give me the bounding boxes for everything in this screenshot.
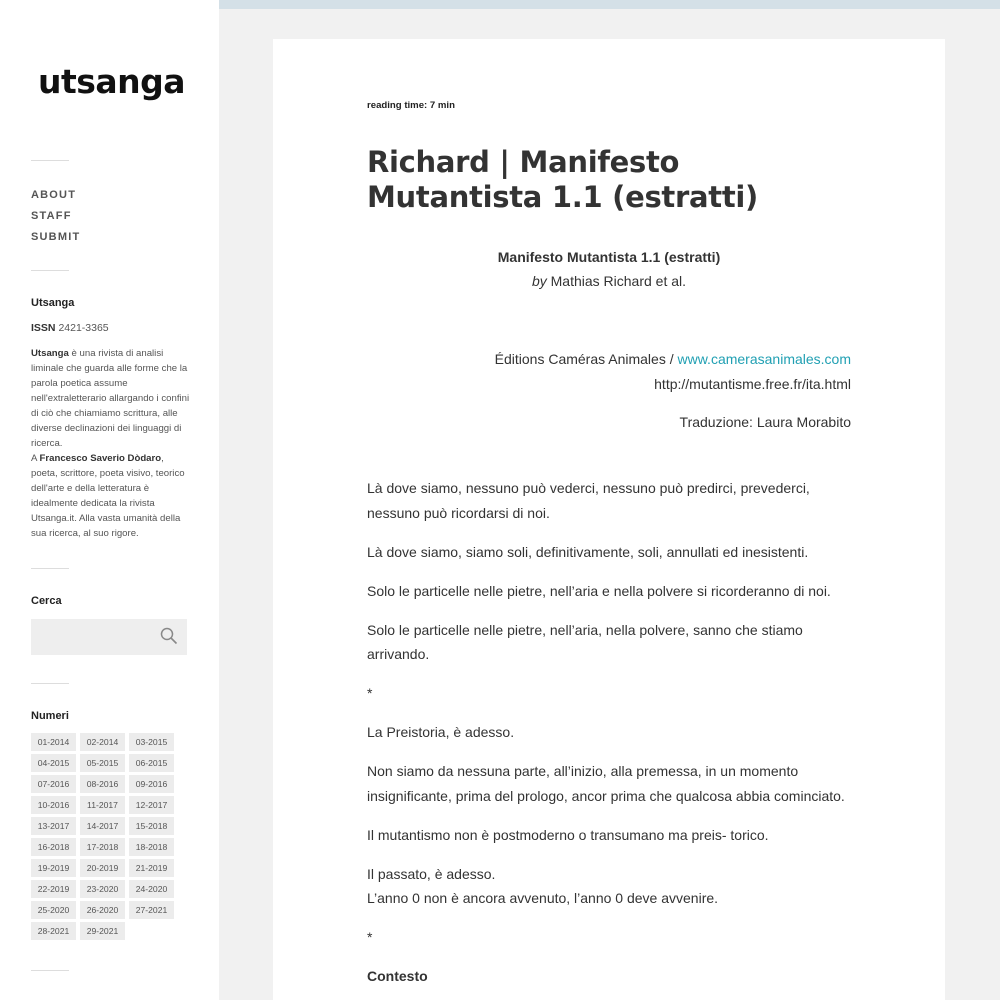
reading-time: reading time: 7 min	[367, 100, 455, 111]
issue-link[interactable]: 03-2015	[129, 733, 174, 751]
paragraph: Là dove siamo, nessuno può vederci, nessuno può predirci, prevederci, nessuno può ricordarsi di noi.	[367, 480, 810, 521]
issue-link[interactable]: 29-2021	[80, 922, 125, 940]
about-widget-title: Utsanga	[31, 297, 75, 309]
issue-link[interactable]: 25-2020	[31, 901, 76, 919]
issue-link[interactable]: 11-2017	[80, 796, 125, 814]
paragraph: Là dove siamo, siamo soli, definitivamente, soli, annullati ed inesistenti.	[367, 543, 809, 560]
issn-value: 2421-3365	[58, 322, 109, 334]
desc-text: è una rivista di analisi liminale che guarda alle forme che la parola poetica assume nell'extraletterario allargando i confini di ciò che chiamiamo scrittura, alle diverse declinazioni dei linguaggi di ricerca.	[31, 348, 190, 449]
issue-link[interactable]: 12-2017	[129, 796, 174, 814]
issue-link[interactable]: 17-2018	[80, 838, 125, 856]
issue-link[interactable]: 08-2016	[80, 775, 125, 793]
desc-strong: Utsanga	[31, 348, 69, 359]
issue-link[interactable]: 19-2019	[31, 859, 76, 877]
publisher-line	[367, 351, 851, 367]
paragraph: La Preistoria, è adesso.	[367, 724, 515, 740]
top-strip	[219, 0, 1000, 9]
section-heading: Contesto	[367, 968, 428, 984]
issue-link[interactable]: 23-2020	[80, 880, 125, 898]
main-nav	[31, 188, 80, 251]
issue-link[interactable]: 07-2016	[31, 775, 76, 793]
post-subtitle: Manifesto Mutantista 1.1 (estratti)	[497, 249, 721, 265]
issue-link[interactable]: 14-2017	[80, 817, 125, 835]
post-article	[273, 39, 945, 1000]
issue-link[interactable]: 24-2020	[129, 880, 174, 898]
issue-link[interactable]: 28-2021	[31, 922, 76, 940]
post-title: Richard | Manifesto Mutantista 1.1 (estratti)	[367, 145, 758, 214]
about-description	[31, 346, 191, 541]
issue-link[interactable]: 27-2021	[129, 901, 174, 919]
paragraph: Solo le particelle nelle pietre, nell’aria, nella polvere, sanno che stiamo arrivando.	[367, 621, 803, 662]
divider	[31, 568, 69, 569]
issue-link[interactable]: 13-2017	[31, 817, 76, 835]
issue-link[interactable]: 16-2018	[31, 838, 76, 856]
translation-credit: Traduzione: Laura Morabito	[679, 414, 851, 430]
divider	[31, 270, 69, 271]
divider	[31, 683, 69, 684]
paragraph: Non siamo da nessuna parte, all’inizio, alla premessa, in un momento insignificante, prima del prologo, ancor prima che qualcosa abbia cominciato.	[367, 763, 845, 804]
desc-dedication-text: , poeta, scrittore, poeta visivo, teorico dell'arte e della letteratura è idealmente dedicata la rivista Utsanga.it. Alla vasta umanità della sua ricerca, al suo rigore.	[31, 453, 185, 539]
issue-link[interactable]: 09-2016	[129, 775, 174, 793]
paragraph	[367, 862, 851, 911]
paragraph: Il mutantismo non è postmoderno o transumano ma preis- torico.	[367, 826, 769, 843]
publisher-name: Éditions Caméras Animales /	[494, 351, 678, 367]
site-logo[interactable]: utsanga	[38, 62, 186, 101]
issue-link[interactable]: 10-2016	[31, 796, 76, 814]
sidebar	[0, 0, 219, 1000]
issue-link[interactable]: 15-2018	[129, 817, 174, 835]
numeri-widget-title: Numeri	[31, 710, 69, 722]
issue-link[interactable]: 18-2018	[129, 838, 174, 856]
issue-link[interactable]: 21-2019	[129, 859, 174, 877]
issue-link[interactable]: 26-2020	[80, 901, 125, 919]
paragraph-line: L’anno 0 non è ancora avvenuto, l’anno 0 deve avvenire.	[367, 890, 719, 906]
by-label: by	[531, 273, 547, 289]
desc-prefix: A	[31, 453, 40, 464]
issn-label: ISSN	[31, 322, 56, 334]
desc-dedication-name: Francesco Saverio Dòdaro	[39, 453, 162, 464]
post-author: Mathias Richard et al.	[546, 273, 687, 289]
divider	[31, 160, 69, 161]
nav-about[interactable]: ABOUT	[31, 189, 77, 201]
issn-line	[31, 322, 109, 334]
nav-submit[interactable]: SUBMIT	[31, 231, 81, 243]
paragraph: Solo le particelle nelle pietre, nell’aria e nella polvere si ricorderanno di noi.	[367, 582, 831, 599]
issue-link[interactable]: 20-2019	[80, 859, 125, 877]
issue-link[interactable]: 04-2015	[31, 754, 76, 772]
divider	[31, 970, 69, 971]
issue-tag-cloud	[31, 733, 191, 940]
search-icon[interactable]	[160, 627, 178, 645]
issue-link[interactable]: 06-2015	[129, 754, 174, 772]
nav-staff[interactable]: STAFF	[31, 210, 72, 222]
paragraph-line: Il passato, è adesso.	[367, 865, 496, 882]
issue-link[interactable]: 02-2014	[80, 733, 125, 751]
post-byline	[367, 273, 851, 289]
publisher-link[interactable]: www.camerasanimales.com	[677, 351, 851, 367]
post-body	[367, 476, 851, 989]
source-url: http://mutantisme.free.fr/ita.html	[654, 376, 851, 392]
issue-link[interactable]: 05-2015	[80, 754, 125, 772]
separator: *	[367, 929, 373, 945]
search-widget-title: Cerca	[31, 595, 62, 607]
issue-link[interactable]: 22-2019	[31, 880, 76, 898]
separator: *	[367, 685, 373, 701]
issue-link[interactable]: 01-2014	[31, 733, 76, 751]
